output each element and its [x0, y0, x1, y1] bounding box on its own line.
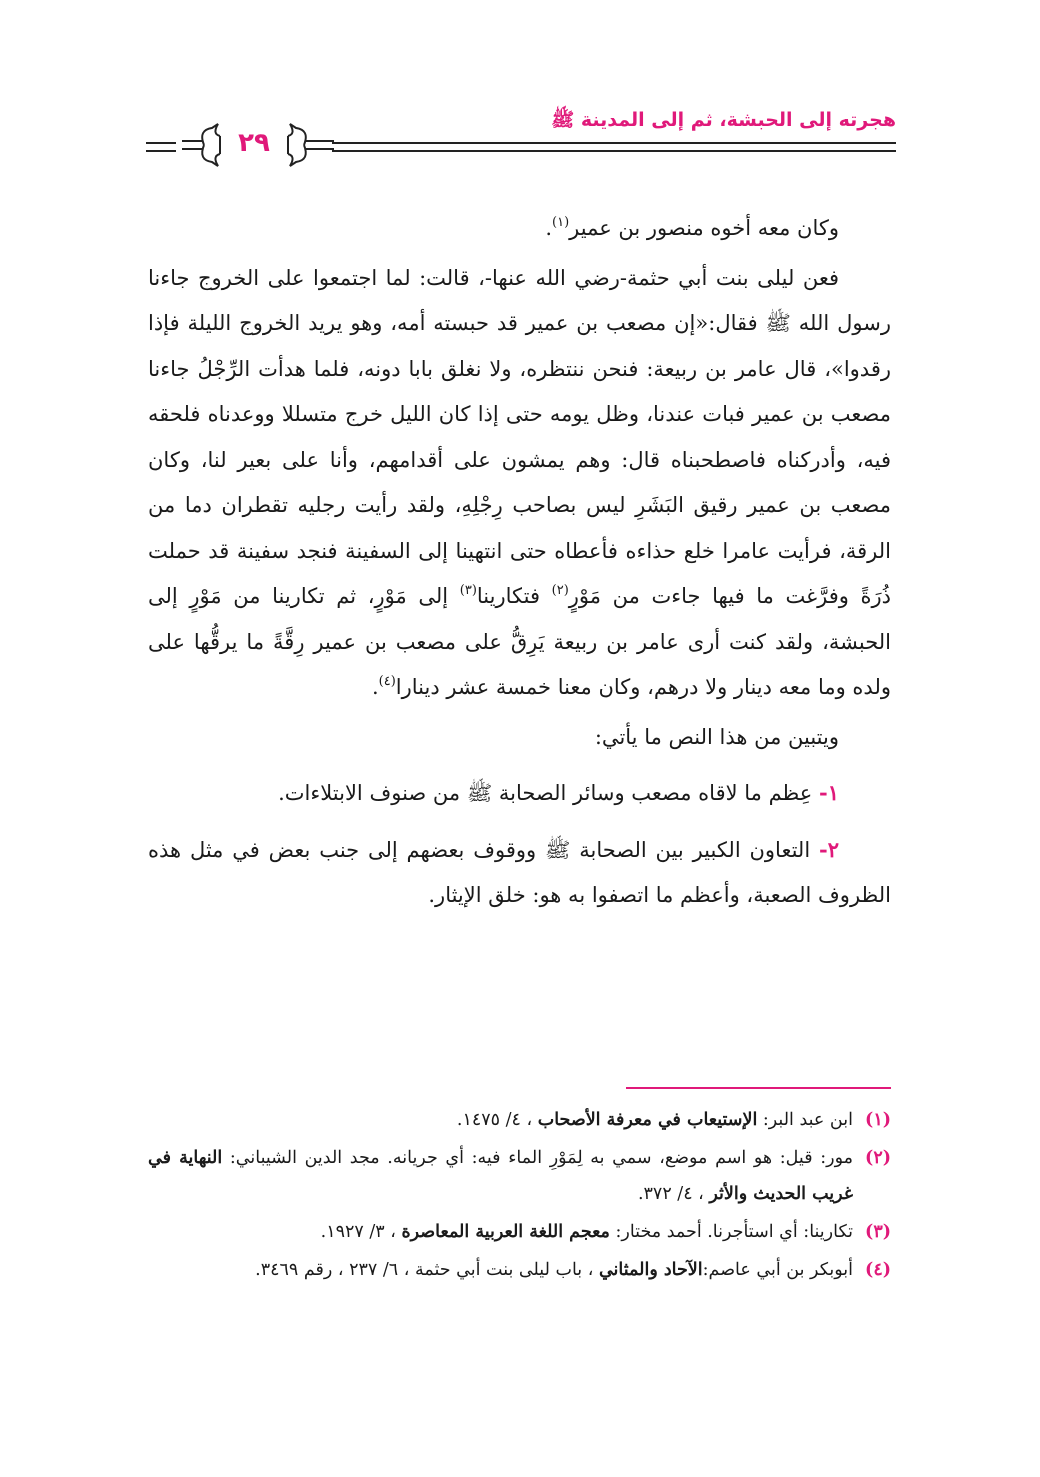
footnote-item: [148, 1252, 891, 1288]
footnote-number: (٤): [865, 1260, 891, 1280]
footnote-number: (٣): [865, 1222, 891, 1242]
paragraph-text: إلى مَوْرٍ، ثم تكارينا من مَوْرٍ إلى الحبشة، ولقد كنت أرى عامر بن ربيعة يَرِقُّ على مصعب بن عمير رِقَّةً ما يرقُّها على ولده وما معه دينار ولا درهم، وكان معنا خمسة عشر دينارا: [148, 584, 891, 699]
paragraph-text: فعن ليلى بنت أبي حثمة-رضي الله عنها-، قالت: لما اجتمعوا على الخروج جاءنا رسول الله ﷺ فقال:«إن مصعب بن عمير قد حبسته أمه، وهو يريد الخروج الليلة فإذا رقدوا»، قال عامر بن ربيعة: فنحن ننتظره، ولا نغلق بابا دونه، فلما هدأت الرِّجْلُ جاءنا مصعب بن عمير فبات عندنا، وظل يومه حتى إذا كان الليل خرج متسللا ووعدناه فلحقه فيه، وأدركناه فاصطحبناه قال: وهم يمشون على أقدامهم، وأنا على بعير لنا، وكان مصعب بن عمير رقيق البَشَرِ ليس بصاحب رِجْلِهِ، ولقد رأيت رجليه تقطران دما من الرقة، فرأيت عامرا خلع حذاءه فأعطاه حتى انتهينا إلى السفينة فنجد سفينة قد حملت ذُرَةً وفرَّغت ما فيها جاءت من مَوْرٍ: [148, 265, 891, 608]
footnote-number: (٢): [865, 1148, 891, 1168]
page-number-ornament: [174, 120, 334, 170]
footnote-item: [148, 1214, 891, 1250]
list-item: [148, 827, 891, 919]
paragraph-text: وكان معه أخوه منصور بن عمير: [569, 216, 839, 240]
footnote-source-title: معجم اللغة العربية المعاصرة: [401, 1222, 610, 1242]
list-item-number: ١-: [819, 780, 839, 805]
paragraph-intro: [148, 206, 891, 252]
list-item-text: عِظم ما لاقاه مصعب وسائر الصحابة ﷺ من صنوف الابتلاءات.: [278, 781, 819, 805]
footnote-text: [148, 1252, 853, 1288]
header-rule: [332, 142, 896, 144]
footnote-text: [148, 1102, 853, 1138]
footnote-text-part: ، ٤/ ١٤٧٥.: [456, 1110, 538, 1130]
footnote-text-part: ابن عبد البر:: [757, 1110, 853, 1130]
running-title: هجرته إلى الحبشة، ثم إلى المدينة ﷺ: [551, 109, 896, 131]
footnote-ref[interactable]: (٣): [459, 583, 477, 598]
footnote-ref[interactable]: (١): [552, 215, 570, 230]
header-rule: [332, 150, 896, 152]
footnote-text-part: ، باب ليلى بنت أبي حثمة ، ٦/ ٢٣٧ ، رقم ٣٤٦٩.: [255, 1260, 599, 1280]
main-text: [148, 206, 891, 919]
footnote-ref[interactable]: (٤): [378, 674, 396, 689]
footnote-divider: [626, 1087, 891, 1089]
footnote-text-part: ، ٤/ ٣٧٢.: [637, 1184, 710, 1204]
footnote-source-title: الإستيعاب في معرفة الأصحاب: [537, 1110, 758, 1130]
footnote-text: [148, 1140, 853, 1212]
header-rule: [146, 150, 176, 152]
footnote-text-part: مور: قيل: هو اسم موضع، سمي به لِمَوْرِ الماء فيه: أي جريانه. مجد الدين الشيباني:: [222, 1148, 853, 1168]
page-header: [146, 108, 896, 180]
footnote-number: (١): [865, 1110, 891, 1130]
footnote-source-title: الآحاد والمثاني: [598, 1260, 703, 1280]
paragraph-text: فتكارينا: [476, 584, 552, 608]
paragraph-end: .: [545, 216, 552, 240]
footnote-item: [148, 1140, 891, 1212]
paragraph-lead: ويتبين من هذا النص ما يأتي:: [594, 724, 839, 749]
footnote-text-part: ، ٣/ ١٩٢٧.: [320, 1222, 402, 1242]
list-item-text: التعاون الكبير بين الصحابة ﷺ ووقوف بعضهم إلى جنب بعض في مثل هذه الظروف الصعبة، وأعظم ما اتصفوا به هو: خلق الإيثار.: [148, 837, 891, 907]
footnote-item: [148, 1102, 891, 1138]
footnote-source-title: النهاية في غريب الحديث والأثر: [148, 1148, 853, 1204]
paragraph-end: .: [371, 675, 379, 699]
footnote-text: [148, 1214, 853, 1250]
list-item: [148, 770, 891, 817]
list-item-number: ٢-: [819, 836, 839, 862]
footnote-text-part: تكارينا: أي استأجرنا. أحمد مختار:: [609, 1222, 853, 1242]
footnote-ref[interactable]: (٢): [551, 583, 569, 598]
footnote-text-part: أبوبكر بن أبي عاصم:: [702, 1260, 853, 1280]
footnotes: [148, 1102, 891, 1288]
header-rule: [146, 142, 176, 144]
paragraph-narration: [148, 256, 891, 711]
page-number: ٢٩: [238, 128, 270, 158]
